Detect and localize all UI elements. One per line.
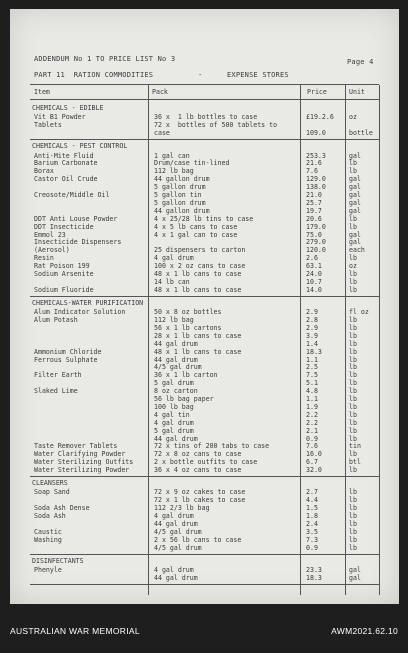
cell-pack: 72 x bottles of 500 tablets to [154,121,278,130]
cell-unit: lb [349,339,357,348]
rule-header [30,99,379,100]
cell-pack: 112 lb bag [154,316,194,324]
cell-unit: gal [349,175,361,184]
cell-item: Emmol 23 [34,230,66,239]
cell-price: 63.1 [306,262,322,271]
cell-price: £19.2.6 [306,113,334,122]
cell-pack: 36 x 4 oz cans to case [154,466,242,475]
part-dash: - [198,71,203,79]
cell-price: 2.1 [306,426,318,435]
cell-pack: 28 x 1 lb cans to case [154,331,242,340]
institution-label: AUSTRALIAN WAR MEMORIAL [10,626,140,636]
cell-unit: gal [349,198,361,207]
cell-pack: 72 x tins of 200 tabs to case [154,442,270,451]
page-number: Page 4 [347,58,374,66]
cell-pack: 48 x 1 lb cans to case [154,347,242,356]
cell-pack: 44 gallon drum [154,175,210,184]
cell-pack: 4 x 5 lb cans to case [154,222,238,231]
cell-price: 7.3 [306,535,318,544]
cell-price: 16.0 [306,450,322,459]
part-subtitle: EXPENSE STORES [227,71,289,79]
column-header-unit: Unit [349,88,365,96]
rule-top [30,84,379,85]
cell-price: 21.6 [306,159,322,168]
cell-pack: 44 gal drum [154,434,198,443]
cell-pack: 4 gal drum [154,254,194,263]
cell-price: 1.1 [306,395,318,403]
cell-pack: 1 gal can [154,151,190,160]
cell-pack: 5 gal drum [154,426,194,435]
cell-item: Water Sterilizing Outfits [34,458,134,467]
cell-pack: 4 gal drum [154,566,194,574]
section-divider [30,296,379,297]
cell-pack: 72 x 8 oz cans to case [154,450,242,459]
cell-item: Alum Potash [34,316,78,324]
addendum-title: ADDENDUM No 1 TO PRICE LIST No 3 [34,55,176,63]
cell-pack: 2 x bottle outfits to case [154,458,258,467]
cell-item: Sodium Fluoride [34,285,94,294]
cell-item: DDT Anti Louse Powder [34,214,118,223]
cell-unit: lb [349,355,357,364]
cell-price: 2.4 [306,520,318,528]
cell-unit: lb [349,159,357,168]
cell-unit: lb [349,488,357,497]
cell-unit: lb [349,466,357,475]
cell-unit: lb [349,371,357,380]
cell-unit: gal [349,206,361,215]
cell-unit: gal [349,566,361,574]
cell-pack: 44 gal drum [154,573,198,582]
cell-unit: lb [349,363,357,372]
cell-pack: 8 oz carton [154,387,198,396]
cell-pack: 72 x 9 oz cakes to case [154,488,246,497]
cell-unit: lb [349,167,357,176]
cell-price: 4.4 [306,496,318,505]
cell-item: Tablets [34,121,62,130]
cell-item: Castor Oil Crude [34,175,98,184]
cell-unit: gal [349,183,361,192]
cell-unit: lb [349,331,357,340]
cell-unit: lb [349,347,357,356]
column-header-pack: Pack [152,88,168,96]
cell-unit: oz [349,113,357,122]
cell-price: 7.5 [306,371,318,380]
cell-pack: 56 lb bag paper [154,395,214,403]
cell-item: Barium Carbonate [34,159,98,168]
cell-pack: 50 x 8 oz bottles [154,308,222,317]
cell-item: Soap Sand [34,488,70,497]
footer-bar [0,612,408,653]
cell-pack: 56 x 1 lb cartons [154,323,222,332]
cell-pack: 4 x 1 gal can to case [154,230,238,239]
cell-pack: 25 dispensers to carton [154,246,246,255]
cell-price: 1.4 [306,339,318,348]
cell-unit: gal [349,230,361,239]
cell-price: 2.8 [306,316,318,324]
cell-unit: lb [349,222,357,231]
cell-unit: lb [349,402,357,411]
cell-item: Water Clarifying Powder [34,450,126,459]
cell-unit: lb [349,512,357,521]
cell-price: 18.3 [306,573,322,582]
cell-unit: lb [349,379,357,388]
cell-pack: 4/5 gal drum [154,527,202,536]
cell-pack: 5 gallon drum [154,183,206,192]
cell-item: Borax [34,167,54,176]
part-title: PART 11 RATION COMMODITIES [34,71,154,79]
cell-pack: Drum/case tin-lined [154,159,230,168]
section-title: DISINFECTANTS [32,556,84,565]
cell-price: 75.0 [306,230,322,239]
cell-pack: 5 gallon drum [154,198,206,207]
reference-number: AWM2021.62.10 [331,626,398,636]
cell-item: DDT Insecticide [34,222,94,231]
cell-pack: 44 gal drum [154,520,198,528]
cell-price: 23.3 [306,566,322,574]
cell-item: Sodium Arsenite [34,270,94,278]
cell-price: 5.1 [306,379,318,388]
cell-unit: lb [349,410,357,419]
cell-price: 120.0 [306,246,326,255]
cell-unit: lb [349,426,357,435]
cell-unit: lb [349,543,357,552]
column-header-price: Price [307,88,327,96]
cell-pack: 2 x 56 lb cans to case [154,535,242,544]
cell-item: Taste Remover Tablets [34,442,118,451]
cell-price: 2.6 [306,254,318,263]
cell-price: 2.2 [306,418,318,427]
cell-pack: 48 x 1 lb cans to case [154,285,242,294]
cell-price: 279.0 [306,238,326,247]
cell-item: Caustic [34,527,62,536]
section-title: CHEMICALS - EDIBLE [32,104,104,112]
cell-unit: lb [349,527,357,536]
cell-pack: 36 x 1 lb carton [154,371,218,380]
cell-pack: 4 gal drum [154,418,194,427]
cell-price: 3.5 [306,527,318,536]
cell-unit: lb [349,450,357,459]
cell-unit: gal [349,573,361,582]
cell-item: Filter Earth [34,371,82,380]
cell-pack: 36 x 1 lb bottles to case [154,113,258,122]
cell-item: Washing [34,535,62,544]
cell-price: 19.7 [306,206,322,215]
cell-price: 20.6 [306,214,322,223]
cell-pack: 4/5 gal drum [154,543,202,552]
cell-pack: 4 gal drum [154,512,194,521]
cell-price: 32.0 [306,466,322,475]
cell-price: 138.0 [306,183,326,192]
cell-item: Alum Indicator Solution [34,308,126,317]
cell-price: 10.7 [306,277,322,286]
cell-price: 18.3 [306,347,322,356]
cell-price: 129.0 [306,175,326,184]
cell-pack: 100 lb bag [154,402,194,411]
cell-price: 1.9 [306,402,318,411]
cell-unit: bottle [349,129,373,138]
cell-pack: case [154,129,170,138]
cell-item: Soda Ash Dense [34,504,90,513]
cell-unit: lb [349,214,357,223]
cell-price: 2.5 [306,363,318,372]
cell-unit: gal [349,151,361,160]
cell-item: Rat Poison 199 [34,262,90,271]
cell-item: Anti-Mite Fluid [34,151,94,160]
cell-unit: lb [349,270,357,278]
cell-pack: 44 gallon drum [154,206,210,215]
cell-price: 7.6 [306,167,318,176]
cell-unit: lb [349,285,357,294]
cell-item: Slaked Lime [34,387,78,396]
rule-col-pack [148,85,149,595]
cell-price: 1.1 [306,355,318,364]
cell-item: Insecticide Dispensers [34,238,122,247]
document-page [10,9,399,604]
cell-pack: 4/5 gal drum [154,363,202,372]
cell-item: Water Sterilizing Powder [34,466,130,475]
cell-pack: 44 gal drum [154,355,198,364]
cell-unit: lb [349,323,357,332]
cell-pack: 100 x 2 oz cans to case [154,262,246,271]
section-divider [30,476,379,477]
section-title: CLEANSERS [32,479,68,487]
cell-unit: lb [349,387,357,396]
rule-col-price [300,85,301,595]
cell-price: 109.0 [306,129,326,138]
cell-price: 1.8 [306,512,318,521]
cell-price: 2.7 [306,488,318,497]
cell-item: (Aerosol) [34,246,70,255]
cell-unit: lb [349,504,357,513]
cell-item: Ferrous Sulphate [34,355,98,364]
cell-item: Creosote/Middle Oil [34,191,110,199]
section-divider [30,554,379,555]
cell-price: 0.9 [306,434,318,443]
section-divider [30,584,379,585]
cell-pack: 5 gal drum [154,379,194,388]
cell-unit: lb [349,520,357,528]
cell-unit: each [349,246,365,255]
cell-pack: 4 x 25/28 lb tins to case [154,214,254,223]
section-title: CHEMICALS - PEST CONTROL [32,142,128,151]
cell-unit: lb [349,535,357,544]
cell-price: 253.3 [306,151,326,160]
cell-price: 2.9 [306,308,318,317]
cell-unit: lb [349,434,357,443]
cell-price: 179.0 [306,222,326,231]
rule-right [379,85,380,595]
section-title: CHEMICALS-WATER PURIFICATION [32,298,144,307]
cell-price: 21.0 [306,191,322,199]
cell-pack: 5 gallon tin [154,191,202,199]
cell-price: 3.9 [306,331,318,340]
cell-price: 2.2 [306,410,318,419]
cell-pack: 112 lb bag [154,167,194,176]
cell-item: Ammonium Chloride [34,347,102,356]
cell-unit: lb [349,277,357,286]
rule-col-unit [345,85,346,595]
cell-pack: 112 2/3 lb bag [154,504,210,513]
cell-price: 1.5 [306,504,318,513]
cell-price: 24.0 [306,270,322,278]
cell-pack: 48 x 1 lb cans to case [154,270,242,278]
cell-unit: oz [349,262,357,271]
cell-price: 0.9 [306,543,318,552]
cell-item: Resin [34,254,54,263]
cell-price: 4.8 [306,387,318,396]
cell-unit: btl [349,458,361,467]
cell-price: 7.6 [306,442,318,451]
cell-unit: lb [349,316,357,324]
cell-pack: 72 x 1 lb cakes to case [154,496,246,505]
cell-unit: lb [349,418,357,427]
cell-unit: lb [349,254,357,263]
cell-pack: 44 gal drum [154,339,198,348]
cell-price: 14.0 [306,285,322,294]
section-divider [30,139,379,140]
cell-unit: lb [349,496,357,505]
cell-unit: gal [349,238,361,247]
cell-pack: 14 lb can [154,277,190,286]
cell-unit: lb [349,395,357,403]
cell-pack: 4 gal tin [154,410,190,419]
cell-unit: gal [349,191,361,199]
cell-item: Vit B1 Powder [34,113,86,122]
cell-unit: fl oz [349,308,369,317]
cell-price: 2.9 [306,323,318,332]
cell-price: 25.7 [306,198,322,207]
cell-item: Soda Ash [34,512,66,521]
column-header-item: Item [34,88,50,96]
cell-price: 6.7 [306,458,318,467]
cell-item: Phenyle [34,566,62,574]
cell-unit: tin [349,442,361,451]
